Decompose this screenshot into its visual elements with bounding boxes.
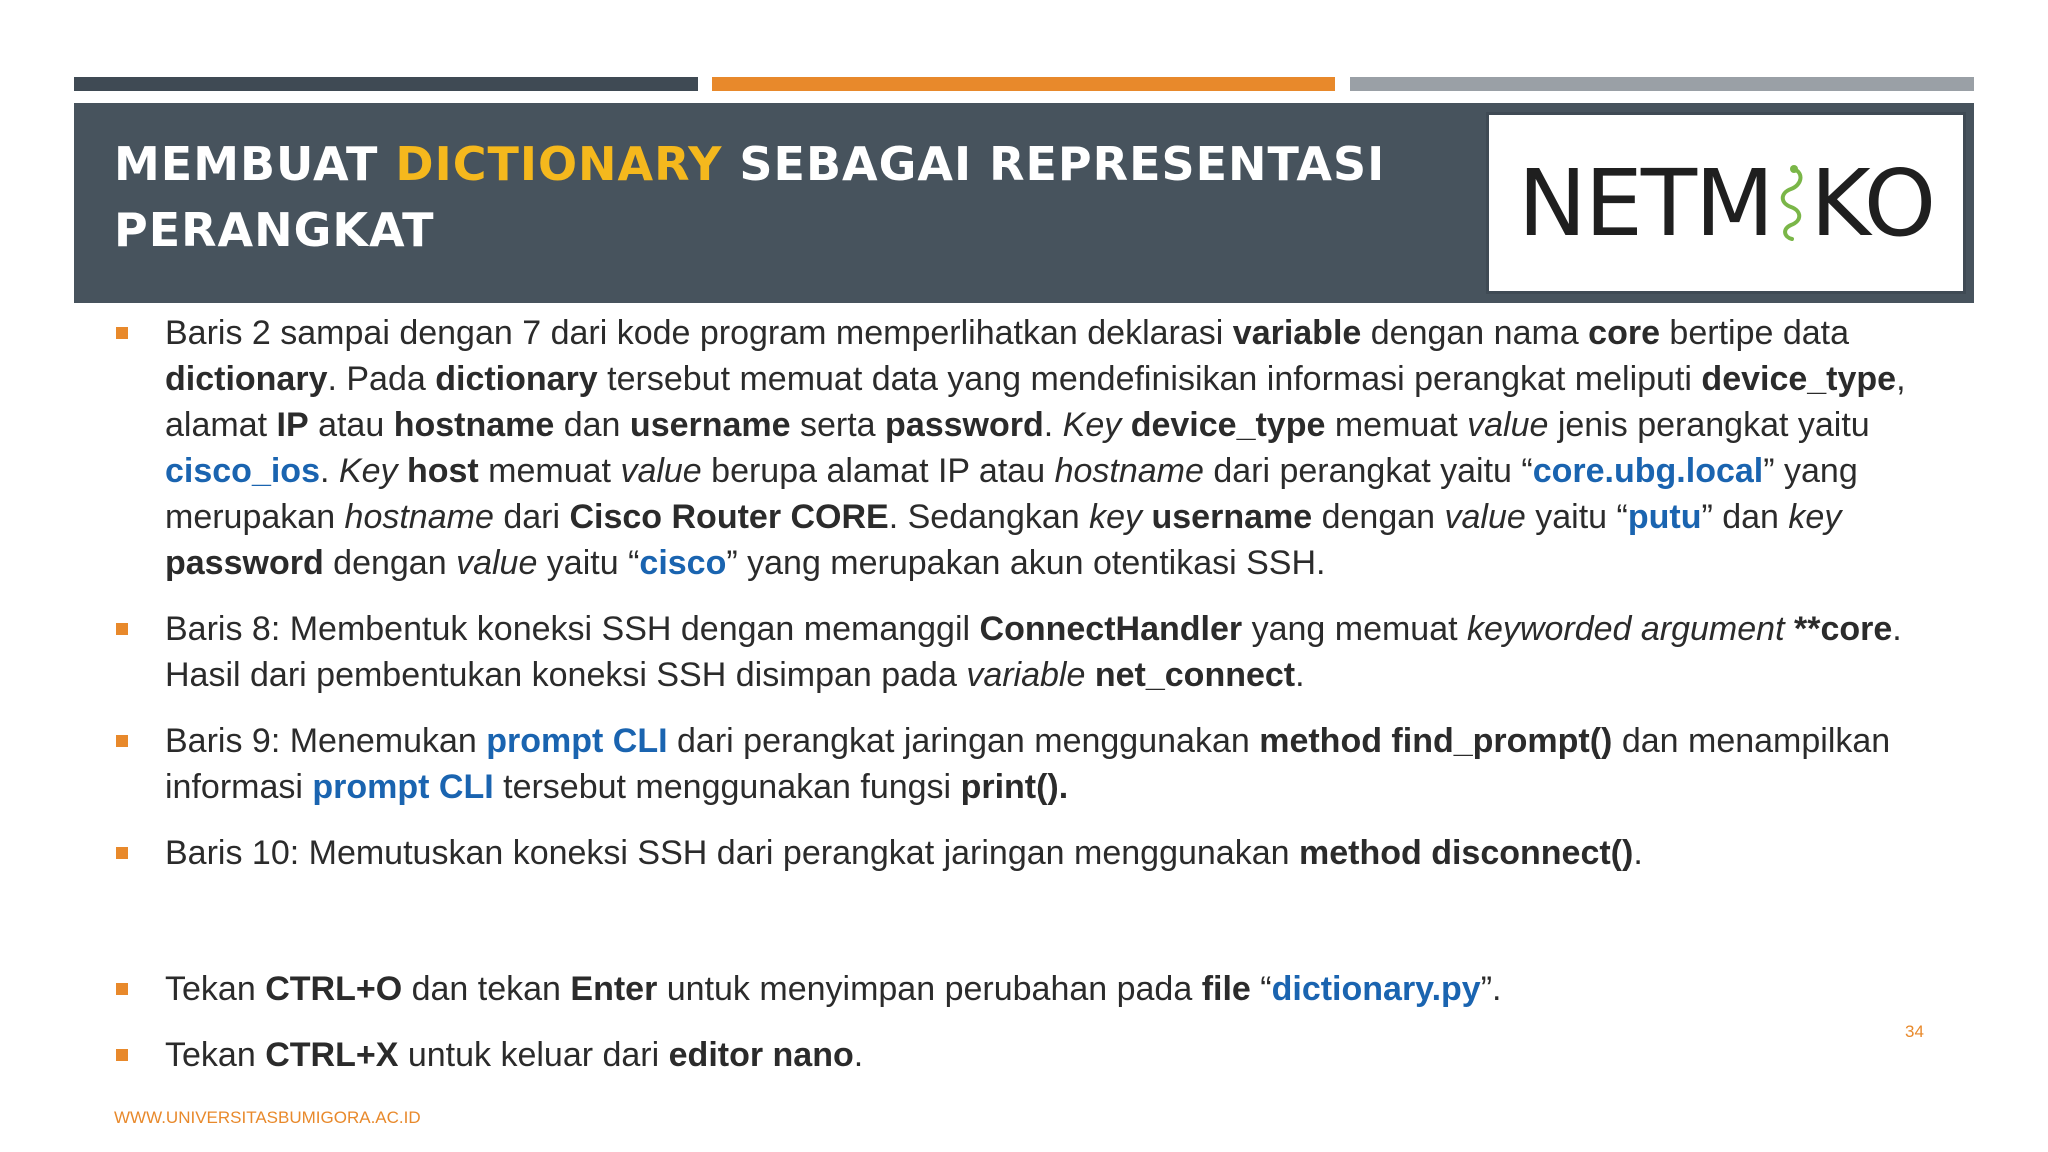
bullet-item-5	[114, 966, 1954, 1012]
title-band	[74, 103, 1974, 303]
text: dan menampilkan informasi	[165, 722, 1891, 806]
text: Baris 8: Membentuk koneksi SSH dengan memanggil	[165, 610, 980, 648]
bullet-marker	[116, 1049, 128, 1061]
bullet-marker	[116, 847, 128, 859]
value-cisco-ios: cisco_ios	[165, 452, 320, 490]
term-value: value	[1467, 406, 1549, 444]
term-editor-nano: editor nano	[668, 1036, 854, 1074]
text: Baris 9: Menemukan	[165, 722, 487, 760]
term-find-prompt: method find_prompt()	[1259, 722, 1613, 760]
bullet-marker	[116, 623, 128, 635]
bullet-marker	[116, 983, 128, 995]
term-connecthandler: ConnectHandler	[979, 610, 1243, 648]
text: . Hasil dari pembentukan koneksi SSH disimpan pada	[165, 610, 1902, 694]
term-hostname: hostname	[1054, 452, 1204, 490]
text: untuk keluar dari	[398, 1036, 669, 1074]
term-enter: Enter	[570, 970, 658, 1008]
text: dan	[554, 406, 630, 444]
bullet-item-2	[114, 606, 1954, 698]
text	[1085, 656, 1094, 694]
text: ” yang merupakan akun otentikasi SSH.	[726, 544, 1326, 582]
text: Tekan	[165, 970, 266, 1008]
term-print: print().	[960, 768, 1069, 806]
term-username: username	[1151, 498, 1313, 536]
page-number: 34	[1905, 1022, 1924, 1041]
term-value: value	[456, 544, 538, 582]
text: memuat	[478, 452, 621, 490]
text: dari perangkat yaitu “	[1203, 452, 1533, 490]
term-device-type: device_type	[1701, 360, 1897, 398]
term-username: username	[629, 406, 791, 444]
top-bar-gray	[1350, 77, 1974, 91]
term-value: value	[1444, 498, 1526, 536]
term-dictionary: dictionary	[435, 360, 598, 398]
bullet-marker	[116, 327, 128, 339]
term-net-connect: net_connect	[1094, 656, 1296, 694]
text	[397, 452, 406, 490]
text: .	[1295, 656, 1305, 694]
term-keyworded-argument: keyworded argument	[1467, 610, 1785, 648]
text: Baris 10: Memutuskan koneksi SSH dari perangkat jaringan menggunakan	[165, 834, 1299, 872]
text: “	[1250, 970, 1272, 1008]
value-core-ubg-local: core.ubg.local	[1532, 452, 1764, 490]
bullet-item-6	[114, 1032, 1954, 1078]
text: tersebut memuat data yang mendefinisikan informasi perangkat meliputi	[597, 360, 1702, 398]
text: untuk menyimpan perubahan pada	[657, 970, 1202, 1008]
value-putu: putu	[1627, 498, 1702, 536]
text: tersebut menggunakan fungsi	[493, 768, 961, 806]
text: dan tekan	[402, 970, 571, 1008]
text: dari	[493, 498, 570, 536]
term-value: value	[620, 452, 702, 490]
term-key: Key	[338, 452, 398, 490]
text: berupa alamat IP atau	[701, 452, 1055, 490]
term-disconnect: method disconnect()	[1298, 834, 1634, 872]
term-key: Key	[1062, 406, 1122, 444]
footer-url[interactable]: WWW.UNIVERSITASBUMIGORA.AC.ID	[114, 1108, 421, 1127]
text: memuat	[1325, 406, 1468, 444]
term-ctrl-o: CTRL+O	[265, 970, 403, 1008]
term-host: host	[406, 452, 479, 490]
logo-wordmark	[1518, 150, 1934, 257]
logo-text-left: NETM	[1517, 149, 1773, 257]
text: jenis perangkat yaitu	[1548, 406, 1870, 444]
term-dictionary: dictionary	[165, 360, 328, 398]
netmiko-logo	[1486, 112, 1966, 294]
term-key: key	[1089, 498, 1143, 536]
text: .	[853, 1036, 864, 1074]
snake-icon	[1774, 163, 1808, 243]
term-password: password	[165, 544, 324, 582]
bullet-item-1	[114, 310, 1954, 586]
text: .	[1043, 406, 1063, 444]
text: ”.	[1480, 970, 1502, 1008]
text: . Sedangkan	[888, 498, 1090, 536]
slide-title	[114, 131, 1514, 263]
text: .	[319, 452, 339, 490]
term-password: password	[885, 406, 1044, 444]
logo-text-right: KO	[1810, 149, 1935, 257]
term-variable: variable	[966, 656, 1086, 694]
text: Baris 2 sampai dengan 7 dari kode program memperlihatkan deklarasi	[165, 314, 1233, 352]
term-ctrl-x: CTRL+X	[265, 1036, 399, 1074]
bullet-item-4	[114, 830, 1954, 876]
top-bar-orange	[712, 77, 1335, 91]
title-highlight: DICTIONARY	[395, 137, 723, 191]
text	[1121, 406, 1130, 444]
term-prompt-cli: prompt CLI	[312, 768, 494, 806]
bullet-list	[114, 310, 1954, 1078]
text: Tekan	[165, 1036, 266, 1074]
term-hostname: hostname	[393, 406, 555, 444]
term-prompt-cli: prompt CLI	[486, 722, 668, 760]
text: dengan	[323, 544, 457, 582]
title-part-1: MEMBUAT	[114, 137, 396, 191]
term-ip: IP	[276, 406, 309, 444]
text: dengan nama	[1361, 314, 1589, 352]
text: serta	[790, 406, 886, 444]
text: ” dan	[1701, 498, 1789, 536]
text: dengan	[1312, 498, 1445, 536]
text: atau	[308, 406, 394, 444]
bullet-marker	[116, 735, 128, 747]
text: ” yang merupakan	[165, 452, 1858, 536]
text: . Pada	[327, 360, 436, 398]
top-bar-dark	[74, 77, 698, 91]
term-hostname: hostname	[344, 498, 494, 536]
text: dari perangkat jaringan menggunakan	[667, 722, 1260, 760]
text: yaitu “	[537, 544, 640, 582]
term-core: core	[1588, 314, 1660, 352]
term-cisco-router-core: Cisco Router CORE	[569, 498, 889, 536]
term-file: file	[1201, 970, 1251, 1008]
term-variable: variable	[1232, 314, 1362, 352]
text	[1142, 498, 1151, 536]
value-cisco: cisco	[639, 544, 727, 582]
value-dictionary-py: dictionary.py	[1271, 970, 1481, 1008]
bullet-item-3	[114, 718, 1954, 810]
term-core-kwargs: **core	[1793, 610, 1893, 648]
term-device-type: device_type	[1130, 406, 1326, 444]
text: .	[1633, 834, 1643, 872]
text: yang memuat	[1242, 610, 1468, 648]
text: yaitu “	[1525, 498, 1628, 536]
text: , alamat	[165, 360, 1906, 444]
term-key: key	[1788, 498, 1842, 536]
text: bertipe data	[1659, 314, 1850, 352]
text	[1785, 610, 1794, 648]
title-part-2: SEBAGAI REPRESENTASI PERANGKAT	[114, 137, 1386, 257]
